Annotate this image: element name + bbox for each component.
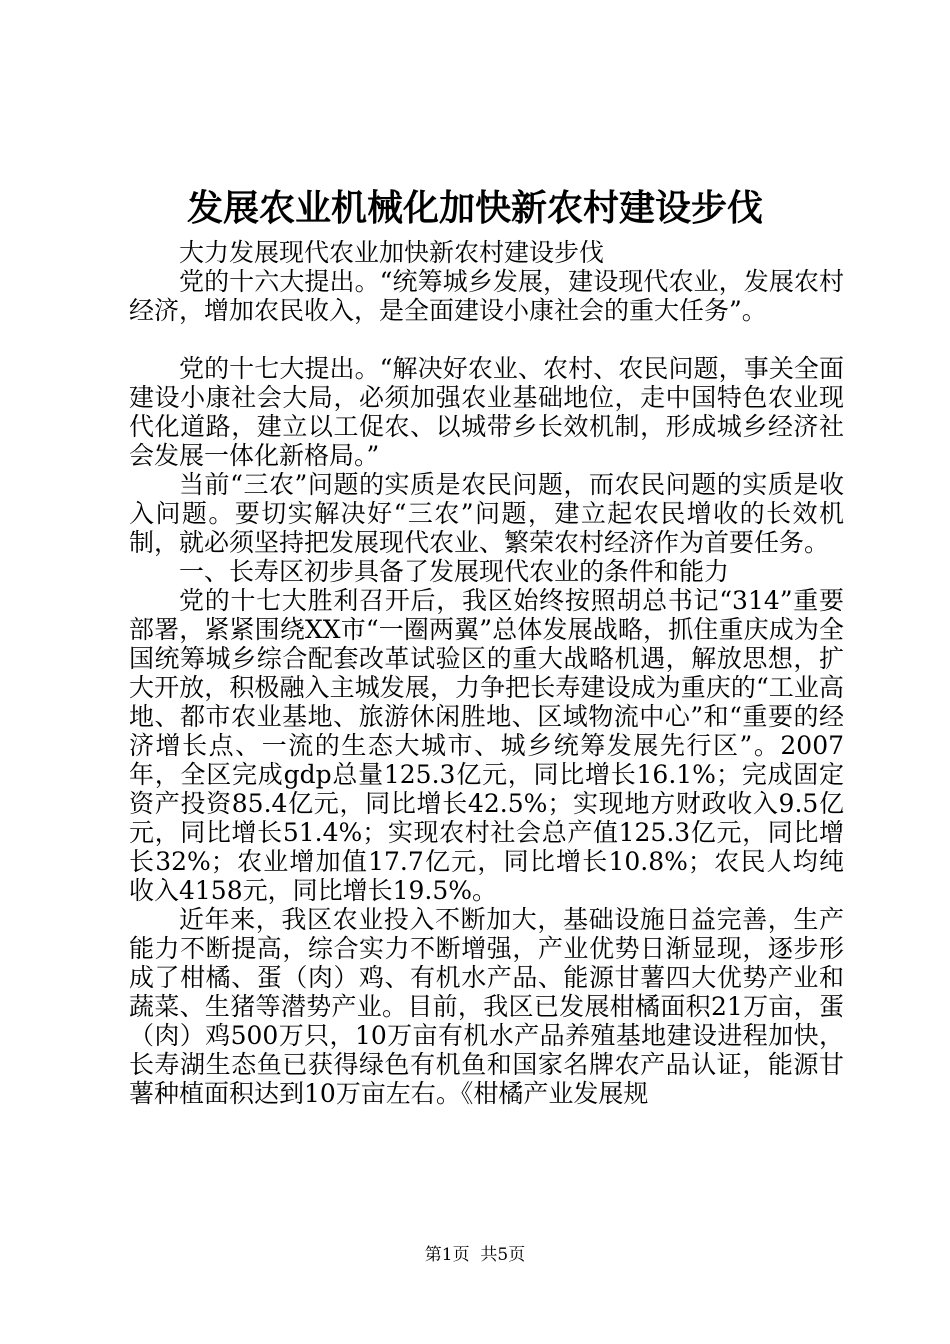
paragraph-agriculture: 近年来，我区农业投入不断加大，基础设施日益完善，生产能力不断提高，综合实力不断增强，产业优势日渐显现，逐步形成了柑橘、蛋（肉）鸡、有机水产品、能源甘薯四大优势产业和蔬菜、生猪等潜势产业。目前，我区已发展柑橘面积21万亩，蛋（肉）鸡500万只，10万亩有机水产品养殖基地建设进程加快，长寿湖生态鱼已获得绿色有机鱼和国家名牌农产品认证，能源甘薯种植面积达到10万亩左右。《柑橘产业发展规 (129, 905, 844, 1108)
paragraph-subtitle: 大力发展现代农业加快新农村建设步伐 (179, 238, 605, 267)
paragraph-17th-congress: 党的十七大提出。“解决好农业、农村、农民问题，事关全面建设小康社会大局，必须加强农业基础地位，走中国特色农业现代化道路，建立以工促农、以城带乡长效机制，形成城乡经济社会发展一体化新格局。” (129, 354, 844, 470)
section-heading-1: 一、长寿区初步具备了发展现代农业的条件和能力 (179, 557, 730, 586)
page-number: 第1页 共5页 (424, 1245, 526, 1265)
paragraph-16th-congress: 党的十六大提出。“统筹城乡发展，建设现代农业，发展农村经济，增加农民收入，是全面建设小康社会的重大任务”。 (129, 267, 844, 325)
paragraph-sannong: 当前“三农”问题的实质是农民问题，而农民问题的实质是收入问题。要切实解决好“三农”问题，建立起农民增收的长效机制，就必须坚持把发展现代农业、繁荣农村经济作为首要任务。 (129, 470, 844, 557)
document-title: 发展农业机械化加快新农村建设步伐 (186, 187, 763, 229)
paragraph-development: 党的十七大胜利召开后，我区始终按照胡总书记“314”重要部署，紧紧围绕XX市“一圈两翼”总体发展战略，抓住重庆成为全国统筹城乡综合配套改革试验区的重大战略机遇，解放思想，扩大开放，积极融入主城发展，力争把长寿建设成为重庆的“工业高地、都市农业基地、旅游休闲胜地、区域物流中心”和“重要的经济增长点、一流的生态大城市、城乡统筹发展先行区”。2007年，全区完成gdp总量125.3亿元，同比增长16.1%；完成固定资产投资85.4亿元，同比增长42.5%；实现地方财政收入9.5亿元，同比增长51.4%；实现农村社会总产值125.3亿元，同比增长32%；农业增加值17.7亿元，同比增长10.8%；农民人均纯收入4158元，同比增长19.5%。 (129, 586, 844, 905)
document-body (129, 238, 844, 1108)
